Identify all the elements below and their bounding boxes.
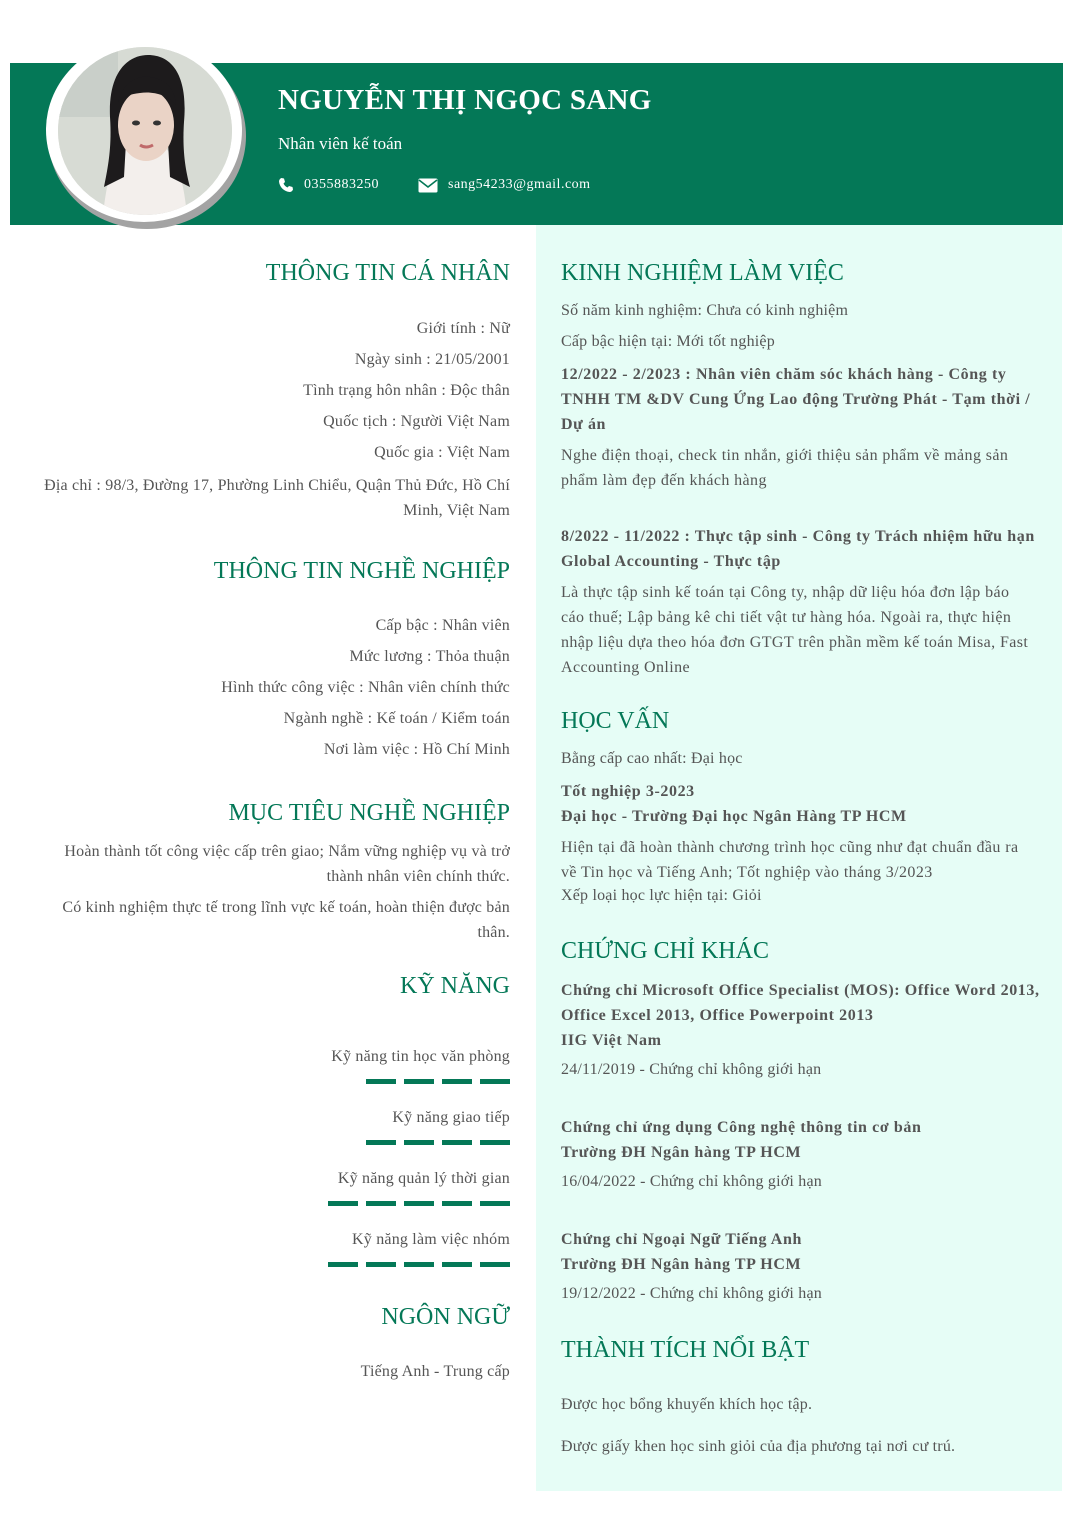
work-type-line: Hình thức công việc : Nhân viên chính thức: [221, 679, 510, 696]
phone-icon: [278, 177, 294, 193]
skill-dash: [404, 1201, 434, 1206]
job2-description: Là thực tập sinh kế toán tại Công ty, nhập dữ liệu hóa đơn lập báo cáo thuế; Lập bảng kê chi tiết vật tư hàng hóa. Ngoài ra, thực hiện nhập liệu dựa theo hóa đơn GTGT trên phần mềm kế toán Misa, Fast Accounting Online: [561, 584, 1029, 676]
skill-rating: [328, 1262, 510, 1267]
personal-info-title: THÔNG TIN CÁ NHÂN: [265, 260, 510, 286]
cert1-heading: Chứng chỉ Microsoft Office Specialist (MOS): Office Word 2013, Office Excel 2013, Office Powerpoint 2013: [561, 982, 1040, 1024]
location-line: Nơi làm việc : Hồ Chí Minh: [323, 741, 510, 758]
achievement-item: Được học bổng khuyến khích học tập.: [561, 1396, 813, 1413]
job2-heading: 8/2022 - 11/2022 : Thực tập sinh - Công ty Trách nhiệm hữu hạn Global Accounting - Thực tập: [561, 528, 1035, 570]
cert2-heading: Chứng chỉ ứng dụng Công nghệ thông tin cơ bản: [561, 1119, 922, 1136]
skill-rating: [328, 1201, 510, 1206]
current-level: Cấp bậc hiện tại: Mới tốt nghiệp: [561, 333, 775, 350]
skill-dash: [480, 1262, 510, 1267]
skill-dash: [404, 1079, 434, 1084]
skill-dash: [442, 1140, 472, 1145]
skill-dash: [366, 1262, 396, 1267]
skill-dash: [442, 1079, 472, 1084]
address-line: Địa chỉ : 98/3, Đường 17, Phường Linh Chiểu, Quận Thủ Đức, Hồ Chí Minh, Việt Nam: [44, 477, 510, 519]
skill-dash: [442, 1201, 472, 1206]
objective-title: MỤC TIÊU NGHỀ NGHIỆP: [228, 800, 510, 826]
skill-dash: [404, 1140, 434, 1145]
skill-dash: [366, 1140, 396, 1145]
cert1-date: 24/11/2019 - Chứng chỉ không giới hạn: [561, 1061, 822, 1078]
job1-description: Nghe điện thoại, check tin nhắn, giới thiệu sản phẩm về mảng sản phẩm làm đẹp đến khách hàng: [561, 447, 1009, 489]
education-title: HỌC VẤN: [561, 708, 670, 734]
level-line: Cấp bậc : Nhân viên: [375, 617, 510, 634]
skill-label: Kỹ năng làm việc nhóm: [352, 1231, 510, 1248]
cert3-date: 19/12/2022 - Chứng chỉ không giới hạn: [561, 1285, 822, 1302]
skills-title: KỸ NĂNG: [400, 973, 510, 999]
phone-number: 0355883250: [304, 177, 379, 192]
salary-line: Mức lương : Thỏa thuận: [349, 648, 510, 665]
career-info-title: THÔNG TIN NGHỀ NGHIỆP: [213, 558, 510, 584]
skill-label: Kỹ năng tin học văn phòng: [331, 1048, 510, 1065]
education-description: Hiện tại đã hoàn thành chương trình học cũng như đạt chuẩn đầu ra về Tin học và Tiếng Anh; Tốt nghiệp vào tháng 3/2023: [561, 839, 1019, 881]
envelope-icon: [418, 178, 438, 193]
cert2-date: 16/04/2022 - Chứng chỉ không giới hạn: [561, 1173, 822, 1190]
gender-line: Giới tính : Nữ: [416, 320, 510, 337]
skill-dash: [328, 1262, 358, 1267]
certificates-title: CHỨNG CHỈ KHÁC: [561, 938, 769, 964]
cert2-org: Trường ĐH Ngân hàng TP HCM: [561, 1144, 802, 1161]
email-address: sang54233@gmail.com: [448, 177, 591, 192]
avatar: [58, 47, 232, 215]
cert3-heading: Chứng chỉ Ngoại Ngữ Tiếng Anh: [561, 1231, 802, 1248]
skill-label: Kỹ năng quản lý thời gian: [337, 1170, 510, 1187]
skill-dash: [480, 1140, 510, 1145]
skill-dash: [480, 1079, 510, 1084]
language-item: Tiếng Anh - Trung cấp: [360, 1363, 510, 1380]
skill-dash: [366, 1079, 396, 1084]
academic-rank: Xếp loại học lực hiện tại: Giỏi: [561, 887, 762, 904]
years-experience: Số năm kinh nghiệm: Chưa có kinh nghiệm: [561, 302, 849, 319]
graduation: Tốt nghiệp 3-2023: [561, 783, 695, 800]
cert1-org: IIG Việt Nam: [561, 1032, 662, 1049]
skill-dash: [328, 1201, 358, 1206]
achievements-title: THÀNH TÍCH NỔI BẬT: [561, 1337, 810, 1363]
country-line: Quốc gia : Việt Nam: [374, 444, 510, 461]
achievement-item: Được giấy khen học sinh giỏi của địa phương tại nơi cư trú.: [561, 1438, 956, 1455]
cert3-org: Trường ĐH Ngân hàng TP HCM: [561, 1256, 802, 1273]
highest-degree: Bằng cấp cao nhất: Đại học: [561, 750, 743, 767]
school: Đại học - Trường Đại học Ngân Hàng TP HCM: [561, 808, 907, 825]
skill-label: Kỹ năng giao tiếp: [392, 1109, 510, 1126]
objective-p2: Có kinh nghiệm thực tế trong lĩnh vực kế toán, hoàn thiện được bản thân.: [62, 899, 510, 941]
languages-title: NGÔN NGỮ: [381, 1304, 510, 1330]
skill-dash: [366, 1201, 396, 1206]
phone-contact: [278, 177, 379, 193]
skill-dash: [442, 1262, 472, 1267]
marital-line: Tình trạng hôn nhân : Độc thân: [303, 382, 510, 399]
email-contact: [418, 177, 591, 193]
dob-line: Ngày sinh : 21/05/2001: [354, 351, 510, 368]
skill-dash: [404, 1262, 434, 1267]
field-line: Ngành nghề : Kế toán / Kiểm toán: [283, 710, 510, 727]
job-title: Nhân viên kế toán: [278, 134, 403, 153]
skill-dash: [480, 1201, 510, 1206]
skill-rating: [366, 1079, 510, 1084]
objective-p1: Hoàn thành tốt công việc cấp trên giao; Nắm vững nghiệp vụ và trở thành nhân viên chính thức.: [64, 843, 510, 885]
nationality-line: Quốc tịch : Người Việt Nam: [323, 413, 510, 430]
job1-heading: 12/2022 - 2/2023 : Nhân viên chăm sóc khách hàng - Công ty TNHH TM &DV Cung Ứng Lao động Trường Phát - Tạm thời / Dự án: [561, 366, 1031, 433]
candidate-name: NGUYỄN THỊ NGỌC SANG: [278, 84, 652, 116]
experience-title: KINH NGHIỆM LÀM VIỆC: [561, 260, 844, 286]
skill-rating: [366, 1140, 510, 1145]
